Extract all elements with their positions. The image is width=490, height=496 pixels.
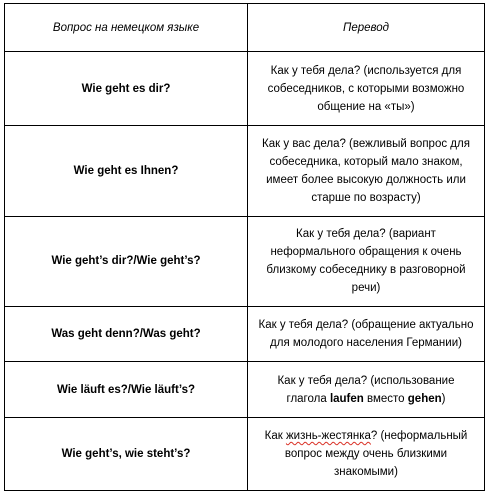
translation-text: Как у тебя дела? (обращение актуально для молодого населения Германии) xyxy=(248,307,485,362)
bold-verb-gehen: gehen xyxy=(407,392,442,405)
german-phrase: Wie geht es Ihnen? xyxy=(5,126,248,216)
german-phrase: Was geht denn?/Was geht? xyxy=(5,307,248,362)
header-translation: Перевод xyxy=(248,4,485,52)
translation-text-part: ) xyxy=(441,392,446,405)
translation-text-part: ? (неформальный вопрос между очень близкими знакомыми) xyxy=(284,429,468,478)
spellcheck-underlined-word[interactable]: жизнь-жестянка xyxy=(285,429,371,442)
translation-text: Как у тебя дела? (используется для собеседников, с которыми возможно общение на «ты») xyxy=(248,52,485,126)
translation-text xyxy=(248,417,485,490)
german-phrase: Wie geht’s, wie steht’s? xyxy=(5,417,248,490)
table-row xyxy=(5,216,485,306)
translation-text xyxy=(248,362,485,417)
table-row xyxy=(5,52,485,126)
translation-text-part: Как у тебя дела? (использование глагола xyxy=(277,374,455,405)
bold-verb-laufen: laufen xyxy=(329,392,364,405)
header-german-question: Вопрос на немецком языке xyxy=(5,4,248,52)
table-row xyxy=(5,307,485,362)
translation-text-part: Как xyxy=(264,429,286,442)
table-header-row xyxy=(5,4,485,52)
german-phrase: Wie läuft es?/Wie läuft’s? xyxy=(5,362,248,417)
german-phrase: Wie geht es dir? xyxy=(5,52,248,126)
phrases-table xyxy=(4,3,485,491)
german-phrase: Wie geht’s dir?/Wie geht’s? xyxy=(5,216,248,306)
translation-text: Как у тебя дела? (вариант неформального обращения к очень близкому собеседнику в разговорной речи) xyxy=(248,216,485,306)
translation-text: Как у вас дела? (вежливый вопрос для собеседника, который мало знаком, имеет более высокую должность или старше по возрасту) xyxy=(248,126,485,216)
table-row xyxy=(5,417,485,490)
table-row xyxy=(5,126,485,216)
table-row xyxy=(5,362,485,417)
translation-text-part: вместо xyxy=(363,392,408,405)
